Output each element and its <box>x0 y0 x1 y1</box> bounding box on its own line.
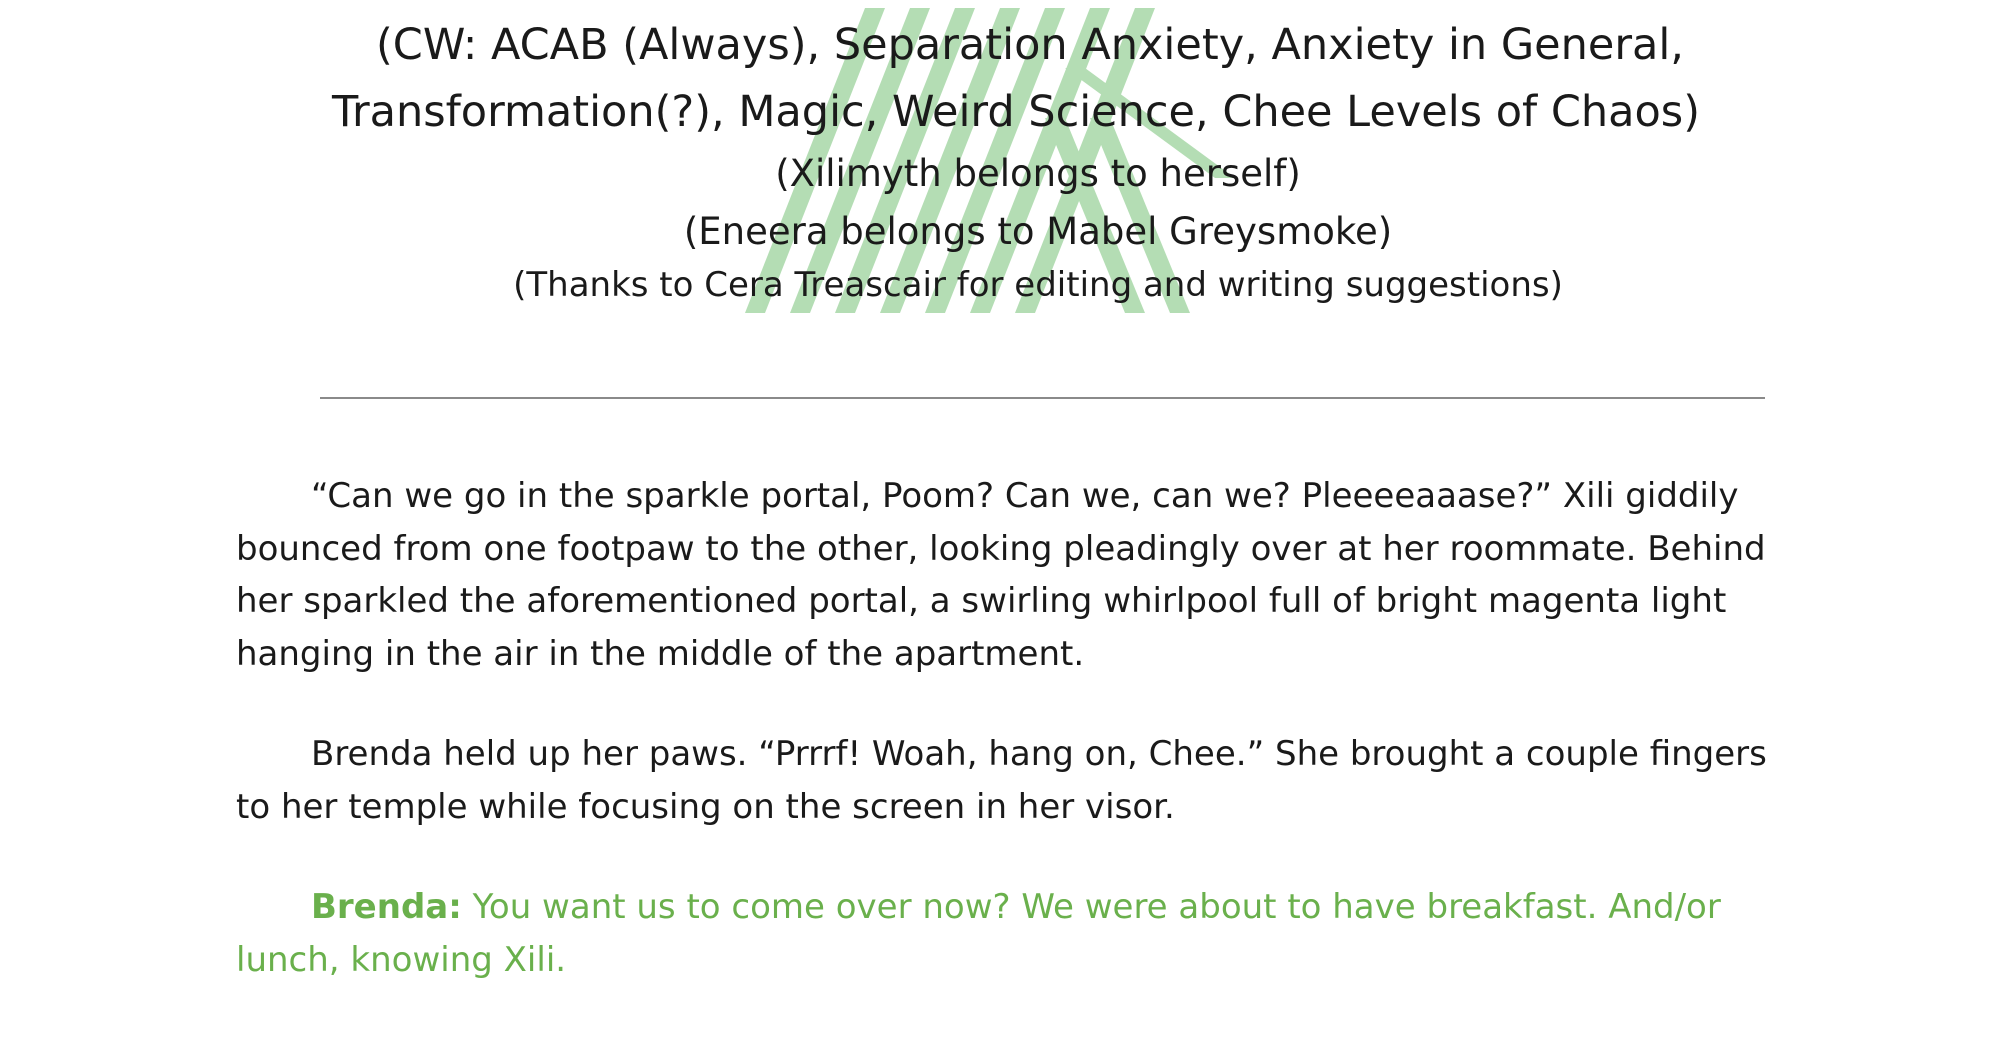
ownership-credit-eneera: (Eneera belongs to Mabel Greysmoke) <box>683 210 1393 253</box>
chat-message <box>236 881 1796 986</box>
section-divider <box>320 397 1765 399</box>
ownership-credit-xilimyth: (Xilimyth belongs to herself) <box>775 152 1301 195</box>
chat-message <box>236 1034 1796 1050</box>
content-warnings-line-2: Transformation(?), Magic, Weird Science, Chee Levels of Chaos) <box>332 87 1700 137</box>
paragraph-text: “Can we go in the sparkle portal, Poom? Can we, can we? Pleeeeaaase?” Xili giddily bounced from one footpaw to the other, looking pleadingly over at her roommate. Behind her sparkled the aforementioned portal, a swirling whirlpool full of bright magenta light hanging in the air in the middle of the apartment. <box>236 476 1766 674</box>
paragraph-text: Brenda held up her paws. “Prrrf! Woah, hang on, Chee.” She brought a couple fingers to her temple while focusing on the screen in her visor. <box>236 734 1767 827</box>
content-warnings-line-1: (CW: ACAB (Always), Separation Anxiety, Anxiety in General, <box>376 20 1684 70</box>
story-paragraph <box>236 470 1796 680</box>
editing-thanks: (Thanks to Cera Treascair for editing and writing suggestions) <box>513 265 1563 305</box>
story-paragraph <box>236 728 1796 833</box>
chat-speaker: Brenda: <box>311 887 462 927</box>
chat-text: You want us to come over now? We were about to have breakfast. And/or lunch, knowing Xili. <box>236 887 1721 980</box>
